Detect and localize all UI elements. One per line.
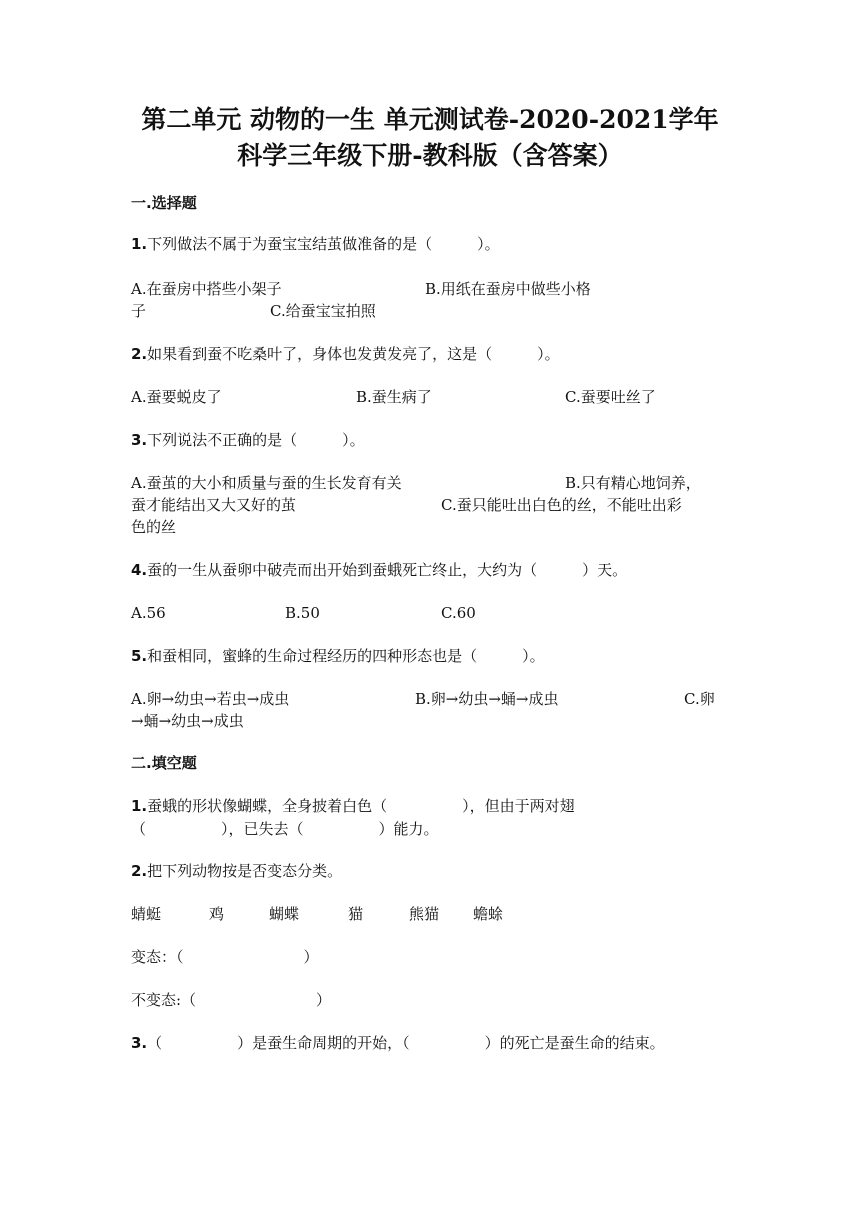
question-text: 把下列动物按是否变态分类。 (147, 862, 343, 880)
question-text: 下列做法不属于为蚕宝宝结茧做准备的是（ ）。 (147, 235, 500, 253)
option-b: B.只有精心地饲养， (565, 474, 701, 492)
question-text: 下列说法不正确的是（ ）。 (147, 431, 365, 449)
question-text: 如果看到蚕不吃桑叶了，身体也发黄发亮了，这是（ ）。 (147, 345, 560, 363)
question-text: （ ）是蚕生命周期的开始，（ ）的死亡是蚕生命的结束。 (147, 1034, 665, 1052)
animal-item: 蟾蜍 (473, 905, 504, 923)
animal-item: 猫 (348, 905, 364, 923)
doc-title-line2: 科学三年级下册-教科版（含答案） (237, 141, 623, 170)
option-b-continued: 蚕才能结出又大又好的茧 (131, 496, 297, 514)
fill-question-3 (131, 1032, 665, 1054)
option-b: B.50 (285, 604, 320, 622)
fill-question-1-continued: （ ），已失去（ ）能力。 (131, 820, 439, 838)
animal-item: 蜻蜓 (131, 905, 162, 923)
section-heading-fill: 二.填空题 (131, 754, 197, 772)
animal-item: 鸡 (209, 905, 225, 923)
doc-title-line1: 第二单元 动物的一生 单元测试卷-2020-2021学年 (141, 105, 719, 134)
question-number: 1. (131, 797, 148, 815)
section-heading-choice: 一.选择题 (131, 194, 197, 212)
option-b: B.用纸在蚕房中做些小格 (425, 280, 591, 298)
question-3 (131, 429, 365, 451)
option-c-continued: 色的丝 (131, 518, 177, 536)
question-1 (131, 233, 500, 255)
option-b-continued: 子 (131, 302, 147, 320)
question-number: 1. (131, 235, 148, 253)
option-b: B.蚕生病了 (356, 388, 432, 406)
question-text: 和蚕相同，蜜蜂的生命过程经历的四种形态也是（ ）。 (147, 647, 545, 665)
option-a: A.在蚕房中搭些小架子 (131, 280, 282, 298)
option-c: C.卵 (684, 690, 715, 708)
question-number: 3. (131, 1034, 148, 1052)
nochange-answer-line: 不变态:（ ） (131, 991, 332, 1009)
question-number: 2. (131, 862, 148, 880)
question-text: 蚕的一生从蚕卵中破壳而出开始到蚕蛾死亡终止，大约为（ ）天。 (147, 561, 628, 579)
question-4 (131, 559, 627, 581)
question-number: 4. (131, 561, 148, 579)
option-a: A.蚕茧的大小和质量与蚕的生长发育有关 (131, 474, 402, 492)
option-c: C.蚕要吐丝了 (565, 388, 656, 406)
option-a: A.蚕要蜕皮了 (131, 388, 222, 406)
animal-item: 蝴蝶 (269, 905, 300, 923)
question-text: 蚕蛾的形状像蝴蝶，全身披着白色（ ），但由于两对翅 (147, 797, 575, 815)
option-c: C.60 (441, 604, 476, 622)
option-c: C.给蚕宝宝拍照 (270, 302, 376, 320)
question-2 (131, 343, 560, 365)
question-number: 2. (131, 345, 148, 363)
question-5 (131, 645, 545, 667)
option-a: A.卵→幼虫→若虫→成虫 (131, 690, 290, 708)
option-c: C.蚕只能吐出白色的丝，不能吐出彩 (441, 496, 682, 514)
fill-question-2 (131, 860, 342, 882)
question-number: 5. (131, 647, 148, 665)
question-number: 3. (131, 431, 148, 449)
animal-item: 熊猫 (409, 905, 440, 923)
option-c-continued: →蛹→幼虫→成虫 (131, 712, 244, 730)
change-answer-line: 变态：（ ） (131, 948, 319, 966)
option-b: B.卵→幼虫→蛹→成虫 (415, 690, 559, 708)
fill-question-1 (131, 795, 575, 817)
option-a: A.56 (131, 604, 166, 622)
